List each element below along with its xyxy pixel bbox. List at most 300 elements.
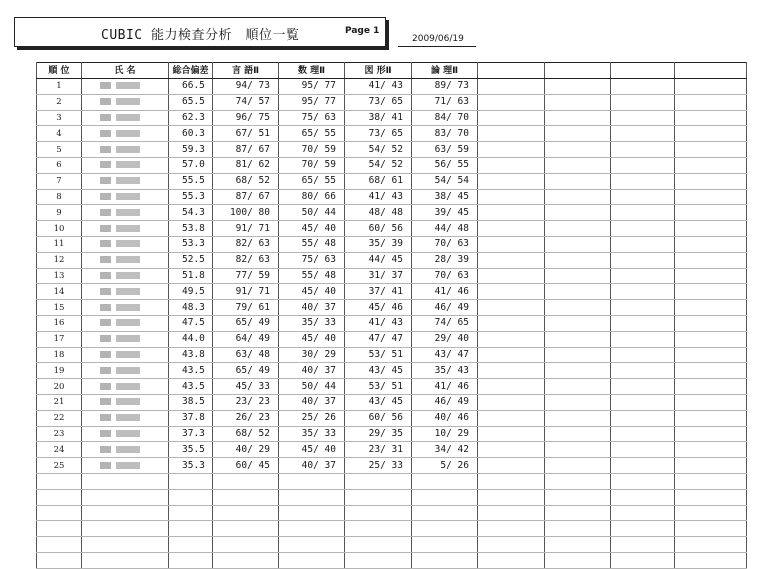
blank-cell (478, 284, 545, 300)
redacted-name-cell (82, 363, 169, 379)
table-row (37, 331, 747, 347)
cell-rank: 7 (37, 173, 82, 189)
empty-row (37, 489, 747, 505)
cell-logic: 28/ 39 (412, 252, 478, 268)
blank-cell (675, 458, 747, 474)
cell-rank: 13 (37, 268, 82, 284)
blank-cell (478, 300, 545, 316)
blank-cell (675, 442, 747, 458)
cell-dev: 52.5 (169, 252, 213, 268)
cell-fig: 38/ 41 (345, 110, 412, 126)
blank-cell (478, 442, 545, 458)
cell-fig: 73/ 65 (345, 94, 412, 110)
blank-cell (545, 410, 611, 426)
blank-cell (545, 221, 611, 237)
report-title: CUBIC 能力検査分析 順位一覧 (101, 28, 300, 43)
redacted-name-cell (82, 205, 169, 221)
blank-cell (675, 537, 747, 553)
blank-cell (478, 110, 545, 126)
cell-dev: 55.3 (169, 189, 213, 205)
blank-cell (545, 379, 611, 395)
blank-cell (611, 221, 675, 237)
blank-cell (675, 394, 747, 410)
blank-cell (478, 157, 545, 173)
cell-rank: 11 (37, 236, 82, 252)
cell-logic: 74/ 65 (412, 315, 478, 331)
redacted-name (100, 430, 140, 437)
cell-fig: 35/ 39 (345, 236, 412, 252)
blank-cell (675, 489, 747, 505)
redacted-name (100, 414, 140, 421)
cell-lang: 82/ 63 (213, 252, 279, 268)
table-row (37, 157, 747, 173)
cell-rank: 8 (37, 189, 82, 205)
redacted-name (100, 446, 140, 453)
redacted-name-cell (82, 221, 169, 237)
blank-cell (611, 489, 675, 505)
cell-math: 95/ 77 (279, 79, 345, 95)
cell-rank: 12 (37, 252, 82, 268)
table-row (37, 442, 747, 458)
blank-cell (478, 363, 545, 379)
blank-cell (675, 189, 747, 205)
cell-math: 55/ 48 (279, 236, 345, 252)
redacted-name-cell (82, 458, 169, 474)
blank-cell (478, 173, 545, 189)
cell-lang: 74/ 57 (213, 94, 279, 110)
cell-dev: 43.5 (169, 379, 213, 395)
cell-lang: 45/ 33 (213, 379, 279, 395)
cell-logic: 10/ 29 (412, 426, 478, 442)
column-header: 氏 名 (82, 63, 169, 79)
cell-logic: 41/ 46 (412, 379, 478, 395)
redacted-name (100, 130, 140, 137)
cell-fig: 41/ 43 (345, 79, 412, 95)
redacted-name-cell (82, 189, 169, 205)
blank-cell (675, 221, 747, 237)
cell-math: 40/ 37 (279, 363, 345, 379)
blank-cell (345, 521, 412, 537)
cell-math: 45/ 40 (279, 221, 345, 237)
blank-cell (345, 505, 412, 521)
blank-cell (478, 236, 545, 252)
column-header-blank (545, 63, 611, 79)
blank-cell (675, 268, 747, 284)
cell-lang: 67/ 51 (213, 126, 279, 142)
blank-cell (611, 252, 675, 268)
cell-lang: 94/ 73 (213, 79, 279, 95)
cell-dev: 59.3 (169, 142, 213, 158)
cell-math: 40/ 37 (279, 458, 345, 474)
blank-cell (169, 489, 213, 505)
cell-dev: 47.5 (169, 315, 213, 331)
redacted-name-cell (82, 426, 169, 442)
blank-cell (675, 252, 747, 268)
redacted-name-cell (82, 173, 169, 189)
cell-lang: 40/ 29 (213, 442, 279, 458)
empty-row (37, 537, 747, 553)
cell-math: 70/ 59 (279, 142, 345, 158)
blank-cell (611, 173, 675, 189)
blank-cell (478, 521, 545, 537)
cell-logic: 89/ 73 (412, 79, 478, 95)
blank-cell (478, 537, 545, 553)
cell-lang: 65/ 49 (213, 315, 279, 331)
cell-fig: 53/ 51 (345, 379, 412, 395)
redacted-name (100, 351, 140, 358)
cell-rank: 6 (37, 157, 82, 173)
column-header: 数 理Ⅱ (279, 63, 345, 79)
cell-lang: 65/ 49 (213, 363, 279, 379)
blank-cell (345, 473, 412, 489)
cell-math: 25/ 26 (279, 410, 345, 426)
cell-dev: 49.5 (169, 284, 213, 300)
cell-logic: 71/ 63 (412, 94, 478, 110)
redacted-name-cell (82, 347, 169, 363)
cell-fig: 31/ 37 (345, 268, 412, 284)
blank-cell (545, 173, 611, 189)
blank-cell (478, 189, 545, 205)
empty-row (37, 505, 747, 521)
blank-cell (611, 110, 675, 126)
redacted-name-cell (82, 252, 169, 268)
blank-cell (611, 537, 675, 553)
cell-logic: 43/ 47 (412, 347, 478, 363)
blank-cell (545, 331, 611, 347)
blank-cell (345, 537, 412, 553)
redacted-name-cell (82, 79, 169, 95)
blank-cell (478, 94, 545, 110)
cell-lang: 87/ 67 (213, 189, 279, 205)
cell-lang: 60/ 45 (213, 458, 279, 474)
cell-rank: 9 (37, 205, 82, 221)
column-header-blank (675, 63, 747, 79)
blank-cell (675, 315, 747, 331)
cell-lang: 82/ 63 (213, 236, 279, 252)
cell-lang: 100/ 80 (213, 205, 279, 221)
cell-lang: 63/ 48 (213, 347, 279, 363)
cell-logic: 46/ 49 (412, 300, 478, 316)
cell-lang: 68/ 52 (213, 426, 279, 442)
redacted-name-cell (82, 157, 169, 173)
blank-cell (545, 110, 611, 126)
cell-dev: 60.3 (169, 126, 213, 142)
blank-cell (675, 94, 747, 110)
blank-cell (545, 252, 611, 268)
cell-math: 55/ 48 (279, 268, 345, 284)
cell-fig: 44/ 45 (345, 252, 412, 268)
table-row (37, 394, 747, 410)
cell-fig: 60/ 56 (345, 410, 412, 426)
cell-fig: 47/ 47 (345, 331, 412, 347)
cell-dev: 48.3 (169, 300, 213, 316)
redacted-name (100, 193, 140, 200)
blank-cell (279, 537, 345, 553)
cell-math: 70/ 59 (279, 157, 345, 173)
column-header: 図 形Ⅱ (345, 63, 412, 79)
blank-cell (213, 473, 279, 489)
redacted-name-cell (82, 94, 169, 110)
redacted-name-cell (82, 284, 169, 300)
cell-lang: 79/ 61 (213, 300, 279, 316)
blank-cell (611, 315, 675, 331)
cell-fig: 43/ 45 (345, 394, 412, 410)
cell-logic: 54/ 54 (412, 173, 478, 189)
date-underline (398, 46, 476, 47)
column-header: 順 位 (37, 63, 82, 79)
blank-cell (675, 284, 747, 300)
blank-cell (279, 505, 345, 521)
redacted-name (100, 319, 140, 326)
cell-logic: 46/ 49 (412, 394, 478, 410)
blank-cell (478, 394, 545, 410)
cell-rank: 15 (37, 300, 82, 316)
blank-cell (82, 505, 169, 521)
blank-cell (37, 537, 82, 553)
blank-cell (82, 537, 169, 553)
cell-rank: 17 (37, 331, 82, 347)
blank-cell (545, 205, 611, 221)
blank-cell (675, 379, 747, 395)
blank-cell (545, 505, 611, 521)
cell-math: 95/ 77 (279, 94, 345, 110)
blank-cell (37, 521, 82, 537)
blank-cell (478, 126, 545, 142)
column-header: 論 理Ⅱ (412, 63, 478, 79)
blank-cell (545, 268, 611, 284)
cell-fig: 43/ 45 (345, 363, 412, 379)
cell-lang: 91/ 71 (213, 221, 279, 237)
cell-logic: 63/ 59 (412, 142, 478, 158)
cell-logic: 44/ 48 (412, 221, 478, 237)
blank-cell (611, 505, 675, 521)
blank-cell (412, 521, 478, 537)
redacted-name-cell (82, 331, 169, 347)
cell-rank: 3 (37, 110, 82, 126)
redacted-name-cell (82, 110, 169, 126)
cell-fig: 54/ 52 (345, 142, 412, 158)
redacted-name-cell (82, 300, 169, 316)
cell-math: 75/ 63 (279, 110, 345, 126)
blank-cell (675, 173, 747, 189)
blank-cell (545, 521, 611, 537)
cell-rank: 4 (37, 126, 82, 142)
redacted-name (100, 146, 140, 153)
page-number: Page 1 (345, 26, 380, 36)
blank-cell (675, 426, 747, 442)
cell-math: 35/ 33 (279, 426, 345, 442)
blank-cell (279, 521, 345, 537)
redacted-name (100, 161, 140, 168)
redacted-name (100, 209, 140, 216)
cell-logic: 70/ 63 (412, 236, 478, 252)
cell-math: 45/ 40 (279, 284, 345, 300)
blank-cell (545, 94, 611, 110)
cell-math: 50/ 44 (279, 379, 345, 395)
redacted-name (100, 288, 140, 295)
table-row (37, 410, 747, 426)
cell-lang: 77/ 59 (213, 268, 279, 284)
redacted-name (100, 114, 140, 121)
cell-fig: 48/ 48 (345, 205, 412, 221)
table-row (37, 142, 747, 158)
redacted-name (100, 272, 140, 279)
blank-cell (611, 521, 675, 537)
blank-cell (675, 79, 747, 95)
cell-dev: 53.3 (169, 236, 213, 252)
redacted-name-cell (82, 442, 169, 458)
cell-logic: 83/ 70 (412, 126, 478, 142)
column-header: 総合偏差 (169, 63, 213, 79)
blank-cell (545, 537, 611, 553)
cell-logic: 34/ 42 (412, 442, 478, 458)
blank-cell (169, 505, 213, 521)
blank-cell (545, 300, 611, 316)
blank-cell (611, 126, 675, 142)
blank-cell (675, 363, 747, 379)
blank-cell (412, 537, 478, 553)
cell-math: 30/ 29 (279, 347, 345, 363)
blank-cell (82, 489, 169, 505)
cell-logic: 39/ 45 (412, 205, 478, 221)
blank-cell (545, 79, 611, 95)
cell-rank: 20 (37, 379, 82, 395)
cell-rank: 18 (37, 347, 82, 363)
blank-cell (545, 315, 611, 331)
cell-rank: 1 (37, 79, 82, 95)
cell-dev: 66.5 (169, 79, 213, 95)
blank-cell (611, 442, 675, 458)
redacted-name (100, 462, 140, 469)
blank-cell (82, 473, 169, 489)
blank-cell (478, 79, 545, 95)
cell-fig: 29/ 35 (345, 426, 412, 442)
redacted-name-cell (82, 126, 169, 142)
blank-cell (412, 473, 478, 489)
blank-cell (478, 505, 545, 521)
blank-cell (675, 521, 747, 537)
blank-cell (478, 473, 545, 489)
blank-cell (82, 521, 169, 537)
table-row (37, 458, 747, 474)
blank-cell (545, 284, 611, 300)
blank-cell (611, 236, 675, 252)
blank-cell (675, 157, 747, 173)
blank-cell (611, 300, 675, 316)
blank-cell (675, 126, 747, 142)
cell-dev: 57.0 (169, 157, 213, 173)
redacted-name (100, 225, 140, 232)
table-row (37, 79, 747, 95)
blank-cell (611, 394, 675, 410)
cell-lang: 64/ 49 (213, 331, 279, 347)
cell-math: 40/ 37 (279, 300, 345, 316)
cell-rank: 24 (37, 442, 82, 458)
table-row (37, 221, 747, 237)
blank-cell (37, 473, 82, 489)
blank-cell (675, 142, 747, 158)
blank-cell (412, 489, 478, 505)
cell-logic: 29/ 40 (412, 331, 478, 347)
blank-cell (213, 521, 279, 537)
cell-math: 40/ 37 (279, 394, 345, 410)
cell-fig: 25/ 33 (345, 458, 412, 474)
blank-cell (545, 363, 611, 379)
report-title-box (14, 17, 386, 47)
cell-dev: 37.3 (169, 426, 213, 442)
cell-lang: 81/ 62 (213, 157, 279, 173)
blank-cell (611, 189, 675, 205)
blank-cell (545, 489, 611, 505)
blank-cell (213, 489, 279, 505)
empty-row (37, 473, 747, 489)
blank-cell (169, 537, 213, 553)
cell-lang: 23/ 23 (213, 394, 279, 410)
redacted-name (100, 82, 140, 89)
table-row (37, 205, 747, 221)
blank-cell (611, 94, 675, 110)
blank-cell (279, 489, 345, 505)
blank-cell (478, 315, 545, 331)
table-row (37, 110, 747, 126)
table-row (37, 426, 747, 442)
cell-dev: 51.8 (169, 268, 213, 284)
table-body (37, 79, 747, 569)
blank-cell (279, 473, 345, 489)
blank-cell (478, 347, 545, 363)
blank-cell (611, 79, 675, 95)
blank-cell (169, 473, 213, 489)
redacted-name (100, 240, 140, 247)
cell-dev: 44.0 (169, 331, 213, 347)
table-header-row (37, 63, 747, 79)
cell-logic: 5/ 26 (412, 458, 478, 474)
blank-cell (478, 426, 545, 442)
blank-cell (611, 347, 675, 363)
blank-cell (675, 505, 747, 521)
redacted-name (100, 335, 140, 342)
cell-math: 35/ 33 (279, 315, 345, 331)
blank-cell (545, 126, 611, 142)
report-date: 2009/06/19 (412, 34, 464, 44)
blank-cell (675, 110, 747, 126)
blank-cell (545, 473, 611, 489)
redacted-name-cell (82, 410, 169, 426)
blank-cell (611, 426, 675, 442)
blank-cell (611, 268, 675, 284)
redacted-name (100, 383, 140, 390)
cell-rank: 14 (37, 284, 82, 300)
blank-cell (611, 410, 675, 426)
cell-dev: 65.5 (169, 94, 213, 110)
cell-dev: 35.5 (169, 442, 213, 458)
table-row (37, 347, 747, 363)
cell-dev: 55.5 (169, 173, 213, 189)
redacted-name (100, 98, 140, 105)
blank-cell (675, 347, 747, 363)
blank-cell (611, 205, 675, 221)
blank-cell (478, 142, 545, 158)
blank-cell (478, 268, 545, 284)
cell-rank: 2 (37, 94, 82, 110)
table-row (37, 363, 747, 379)
cell-fig: 54/ 52 (345, 157, 412, 173)
blank-cell (675, 236, 747, 252)
cell-dev: 53.8 (169, 221, 213, 237)
cell-math: 75/ 63 (279, 252, 345, 268)
cell-math: 80/ 66 (279, 189, 345, 205)
blank-cell (545, 426, 611, 442)
